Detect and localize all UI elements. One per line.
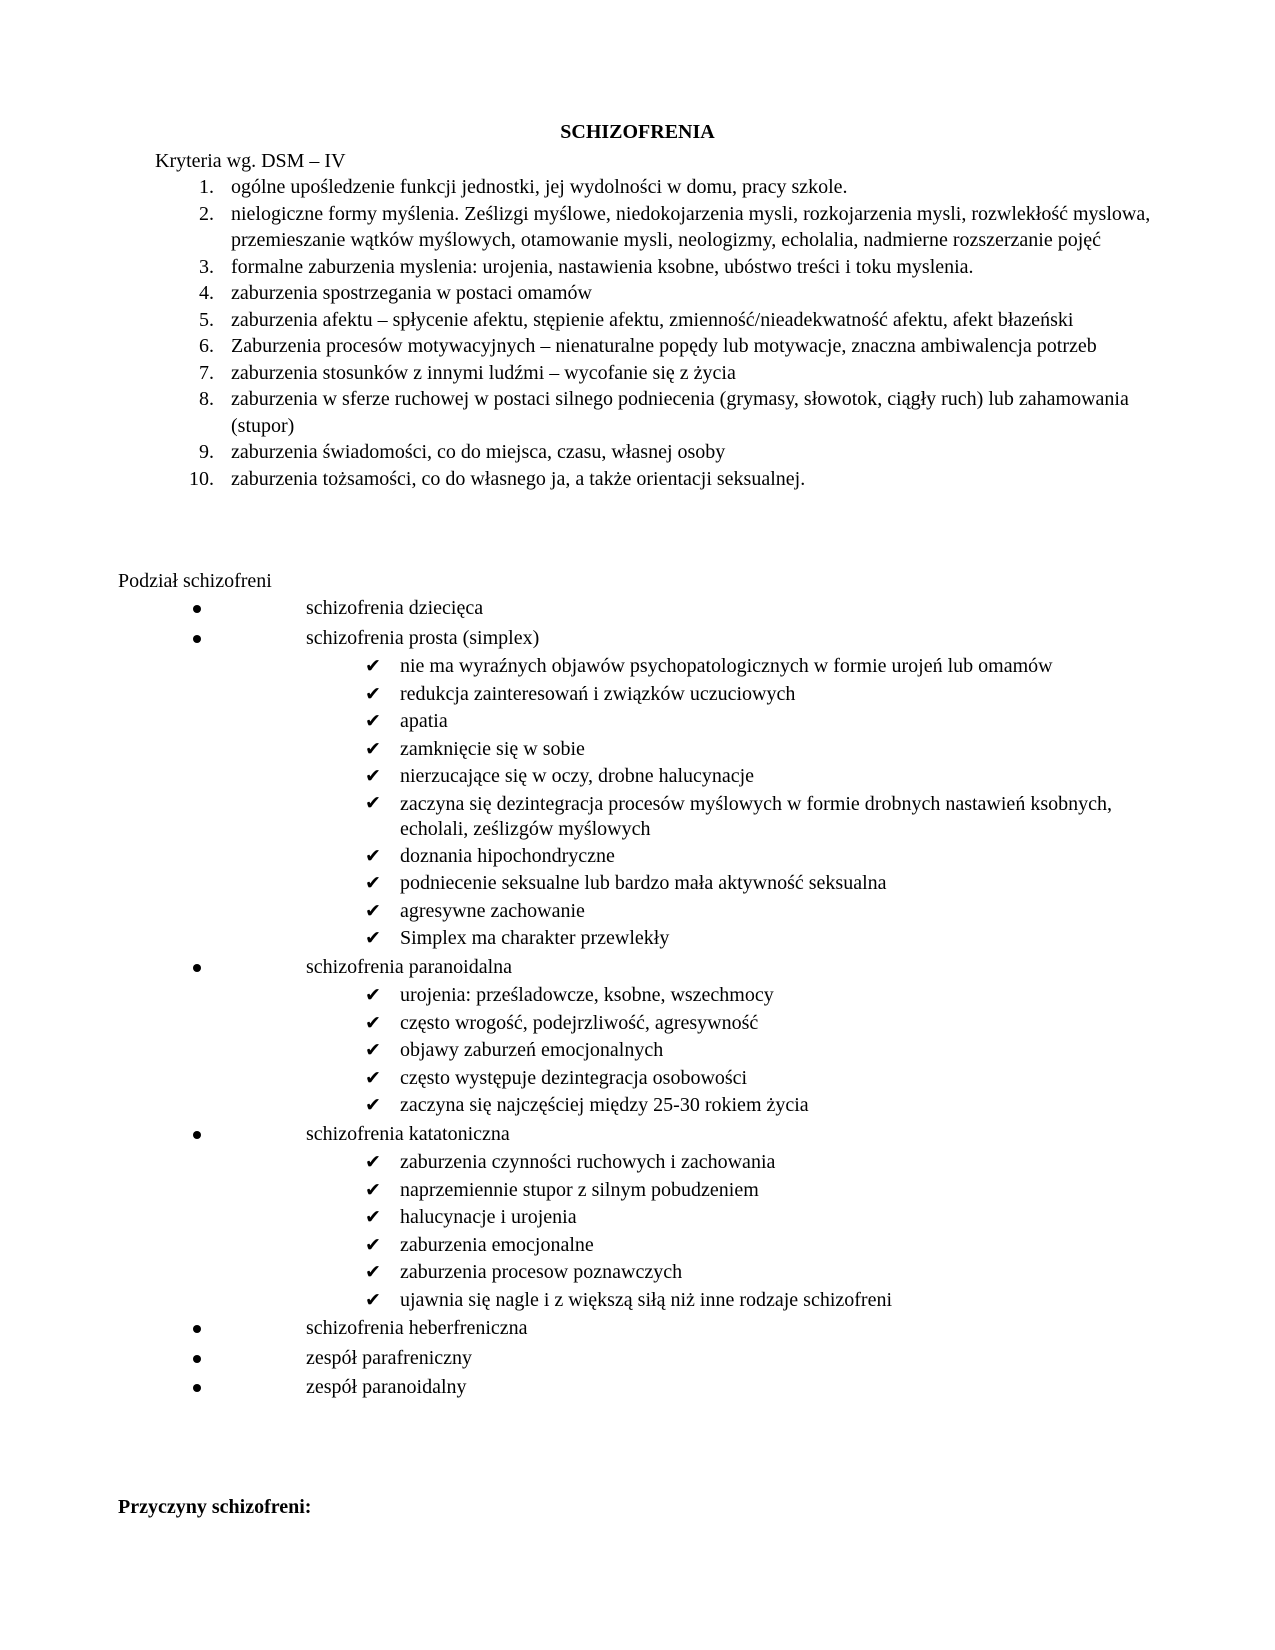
criteria-text: ogólne upośledzenie funkcji jednostki, jej wydolności w domu, pracy szkole. bbox=[231, 176, 848, 198]
criteria-item bbox=[0, 386, 1275, 439]
symptom-text: halucynacje i urojenia bbox=[400, 1206, 577, 1228]
symptom-text: zamknięcie się w sobie bbox=[400, 737, 585, 760]
checkmark-icon: ✔ bbox=[365, 1094, 381, 1116]
symptom-item bbox=[0, 681, 1275, 709]
symptom-text: Simplex ma charakter przewlekły bbox=[400, 927, 670, 949]
criteria-item bbox=[0, 254, 1275, 281]
symptom-item bbox=[0, 1177, 1275, 1205]
symptom-item bbox=[0, 1092, 1275, 1120]
bullet-dot-icon bbox=[193, 1131, 201, 1139]
checkmark-icon: ✔ bbox=[365, 765, 381, 787]
symptom-list bbox=[0, 653, 1275, 953]
criteria-item bbox=[0, 466, 1275, 493]
criteria-heading: Kryteria wg. DSM – IV bbox=[155, 150, 346, 172]
symptom-item bbox=[0, 843, 1275, 871]
symptom-text: apatia bbox=[400, 710, 448, 732]
symptom-item bbox=[0, 763, 1275, 791]
symptom-item bbox=[0, 1232, 1275, 1260]
type-label: schizofrenia dziecięca bbox=[306, 597, 484, 619]
page-title: SCHIZOFRENIA bbox=[560, 121, 715, 143]
criteria-number: 2. bbox=[199, 202, 214, 225]
criteria-item bbox=[0, 439, 1275, 466]
criteria-number: 4. bbox=[199, 282, 214, 304]
type-label: zespół parafreniczny bbox=[306, 1346, 473, 1369]
symptom-text: objawy zaburzeń emocjonalnych bbox=[400, 1039, 664, 1061]
symptom-text: zaczyna się najczęściej między 25-30 rokiem życia bbox=[400, 1094, 809, 1116]
criteria-item bbox=[0, 201, 1275, 254]
symptom-list bbox=[0, 982, 1275, 1120]
checkmark-icon: ✔ bbox=[365, 1039, 381, 1061]
criteria-item bbox=[0, 333, 1275, 360]
type-label: schizofrenia paranoidalna bbox=[306, 955, 513, 978]
symptom-item bbox=[0, 898, 1275, 926]
bullet-dot-icon bbox=[193, 635, 201, 643]
symptom-text: zaczyna się dezintegracja procesów myślowych w formie drobnych nastawień ksobnych, echolali, ześlizgów myślowych bbox=[400, 792, 1112, 840]
criteria-number: 5. bbox=[199, 308, 214, 331]
type-item bbox=[0, 1373, 1275, 1403]
criteria-number: 7. bbox=[199, 361, 214, 384]
type-item bbox=[0, 953, 1275, 983]
criteria-text: zaburzenia spostrzegania w postaci omamów bbox=[231, 282, 592, 304]
symptom-list bbox=[0, 1149, 1275, 1314]
checkmark-icon: ✔ bbox=[365, 899, 381, 922]
criteria-item bbox=[0, 280, 1275, 307]
symptom-item bbox=[0, 870, 1275, 898]
criteria-item bbox=[0, 174, 1275, 201]
symptom-text: często występuje dezintegracja osobowości bbox=[400, 1066, 748, 1089]
symptom-text: ujawnia się nagle i z większą siłą niż inne rodzaje schizofreni bbox=[400, 1288, 893, 1311]
symptom-text: zaburzenia emocjonalne bbox=[400, 1233, 594, 1256]
type-label: schizofrenia prosta (simplex) bbox=[306, 626, 540, 649]
bullet-dot-icon bbox=[193, 964, 201, 972]
criteria-number: 6. bbox=[199, 335, 214, 357]
symptom-item bbox=[0, 1010, 1275, 1038]
criteria-text: zaburzenia stosunków z innymi ludźmi – wycofanie się z życia bbox=[231, 361, 736, 384]
symptom-text: nie ma wyraźnych objawów psychopatologicznych w formie urojeń lub omamów bbox=[400, 655, 1053, 677]
criteria-text: zaburzenia w sferze ruchowej w postaci silnego podniecenia (grymasy, słowotok, ciągły ruch) lub zahamowania (stupor) bbox=[231, 388, 1129, 437]
criteria-text: formalne zaburzenia myslenia: urojenia, nastawienia ksobne, ubóstwo treści i toku myslenia. bbox=[231, 255, 974, 278]
symptom-text: agresywne zachowanie bbox=[400, 899, 585, 922]
symptom-item bbox=[0, 982, 1275, 1010]
bullet-dot-icon bbox=[193, 605, 201, 613]
checkmark-icon: ✔ bbox=[365, 1178, 381, 1201]
symptom-item bbox=[0, 1259, 1275, 1287]
types-list bbox=[0, 594, 1275, 1403]
bullet-dot-icon bbox=[193, 1325, 201, 1333]
bullet-dot-icon bbox=[193, 1384, 201, 1392]
symptom-text: urojenia: prześladowcze, ksobne, wszechmocy bbox=[400, 984, 774, 1006]
symptom-item bbox=[0, 925, 1275, 953]
type-label: schizofrenia katatoniczna bbox=[306, 1122, 510, 1145]
symptom-item bbox=[0, 1065, 1275, 1093]
checkmark-icon: ✔ bbox=[365, 1233, 381, 1256]
checkmark-icon: ✔ bbox=[365, 1288, 381, 1311]
type-item bbox=[0, 1344, 1275, 1374]
criteria-number: 8. bbox=[199, 388, 214, 410]
criteria-text: Zaburzenia procesów motywacyjnych – nienaturalne popędy lub motywacje, znaczna ambiwalencja potrzeb bbox=[231, 335, 1097, 357]
checkmark-icon: ✔ bbox=[365, 1206, 381, 1228]
criteria-text: zaburzenia tożsamości, co do własnego ja, a także orientacji seksualnej. bbox=[231, 467, 806, 490]
checkmark-icon: ✔ bbox=[365, 791, 381, 814]
symptom-item bbox=[0, 736, 1275, 764]
type-label: zespół paranoidalny bbox=[306, 1376, 467, 1398]
checkmark-icon: ✔ bbox=[365, 655, 381, 677]
checkmark-icon: ✔ bbox=[365, 1066, 381, 1089]
criteria-text: zaburzenia świadomości, co do miejsca, czasu, własnej osoby bbox=[231, 441, 726, 463]
symptom-text: doznania hipochondryczne bbox=[400, 844, 615, 867]
criteria-number: 1. bbox=[199, 176, 214, 198]
type-item bbox=[0, 594, 1275, 624]
symptom-text: zaburzenia procesow poznawczych bbox=[400, 1261, 683, 1283]
symptom-text: naprzemiennie stupor z silnym pobudzeniem bbox=[400, 1178, 759, 1201]
criteria-text: zaburzenia afektu – spłycenie afektu, stępienie afektu, zmienność/nieadekwatność afektu, afekt błazeński bbox=[231, 308, 1074, 331]
symptom-text: podniecenie seksualne lub bardzo mała aktywność seksualna bbox=[400, 872, 887, 894]
symptom-item bbox=[0, 791, 1275, 843]
symptom-item bbox=[0, 653, 1275, 681]
criteria-number: 9. bbox=[199, 441, 214, 463]
checkmark-icon: ✔ bbox=[365, 844, 381, 867]
criteria-number: 10. bbox=[189, 467, 214, 490]
type-item bbox=[0, 624, 1275, 654]
checkmark-icon: ✔ bbox=[365, 872, 381, 894]
causes-heading: Przyczyny schizofreni: bbox=[118, 1496, 312, 1518]
criteria-item bbox=[0, 307, 1275, 334]
checkmark-icon: ✔ bbox=[365, 737, 381, 760]
symptom-text: nierzucające się w oczy, drobne halucynacje bbox=[400, 765, 755, 787]
bullet-dot-icon bbox=[193, 1355, 201, 1363]
criteria-list bbox=[0, 174, 1275, 492]
symptom-item bbox=[0, 708, 1275, 736]
checkmark-icon: ✔ bbox=[365, 927, 381, 949]
symptom-item bbox=[0, 1204, 1275, 1232]
checkmark-icon: ✔ bbox=[365, 1261, 381, 1283]
symptom-text: zaburzenia czynności ruchowych i zachowania bbox=[400, 1151, 776, 1173]
symptom-text: redukcja zainteresowań i związków uczuciowych bbox=[400, 682, 796, 705]
criteria-item bbox=[0, 360, 1275, 387]
criteria-number: 3. bbox=[199, 255, 214, 278]
type-item bbox=[0, 1120, 1275, 1150]
checkmark-icon: ✔ bbox=[365, 682, 381, 705]
symptom-text: często wrogość, podejrzliwość, agresywność bbox=[400, 1011, 759, 1034]
type-label: schizofrenia heberfreniczna bbox=[306, 1317, 528, 1339]
symptom-item bbox=[0, 1037, 1275, 1065]
criteria-text: nielogiczne formy myślenia. Ześlizgi myślowe, niedokojarzenia mysli, rozkojarzenia mysli, rozwlekłość myslowa, przemieszanie wątków myślowych, otamowanie mysli, neologizmy, echolalia, nadmierne rozszerzanie pojęć bbox=[231, 202, 1151, 251]
type-item bbox=[0, 1314, 1275, 1344]
checkmark-icon: ✔ bbox=[365, 984, 381, 1006]
checkmark-icon: ✔ bbox=[365, 1151, 381, 1173]
checkmark-icon: ✔ bbox=[365, 710, 381, 732]
symptom-item bbox=[0, 1149, 1275, 1177]
division-heading: Podział schizofreni bbox=[118, 570, 272, 592]
symptom-item bbox=[0, 1287, 1275, 1315]
checkmark-icon: ✔ bbox=[365, 1011, 381, 1034]
